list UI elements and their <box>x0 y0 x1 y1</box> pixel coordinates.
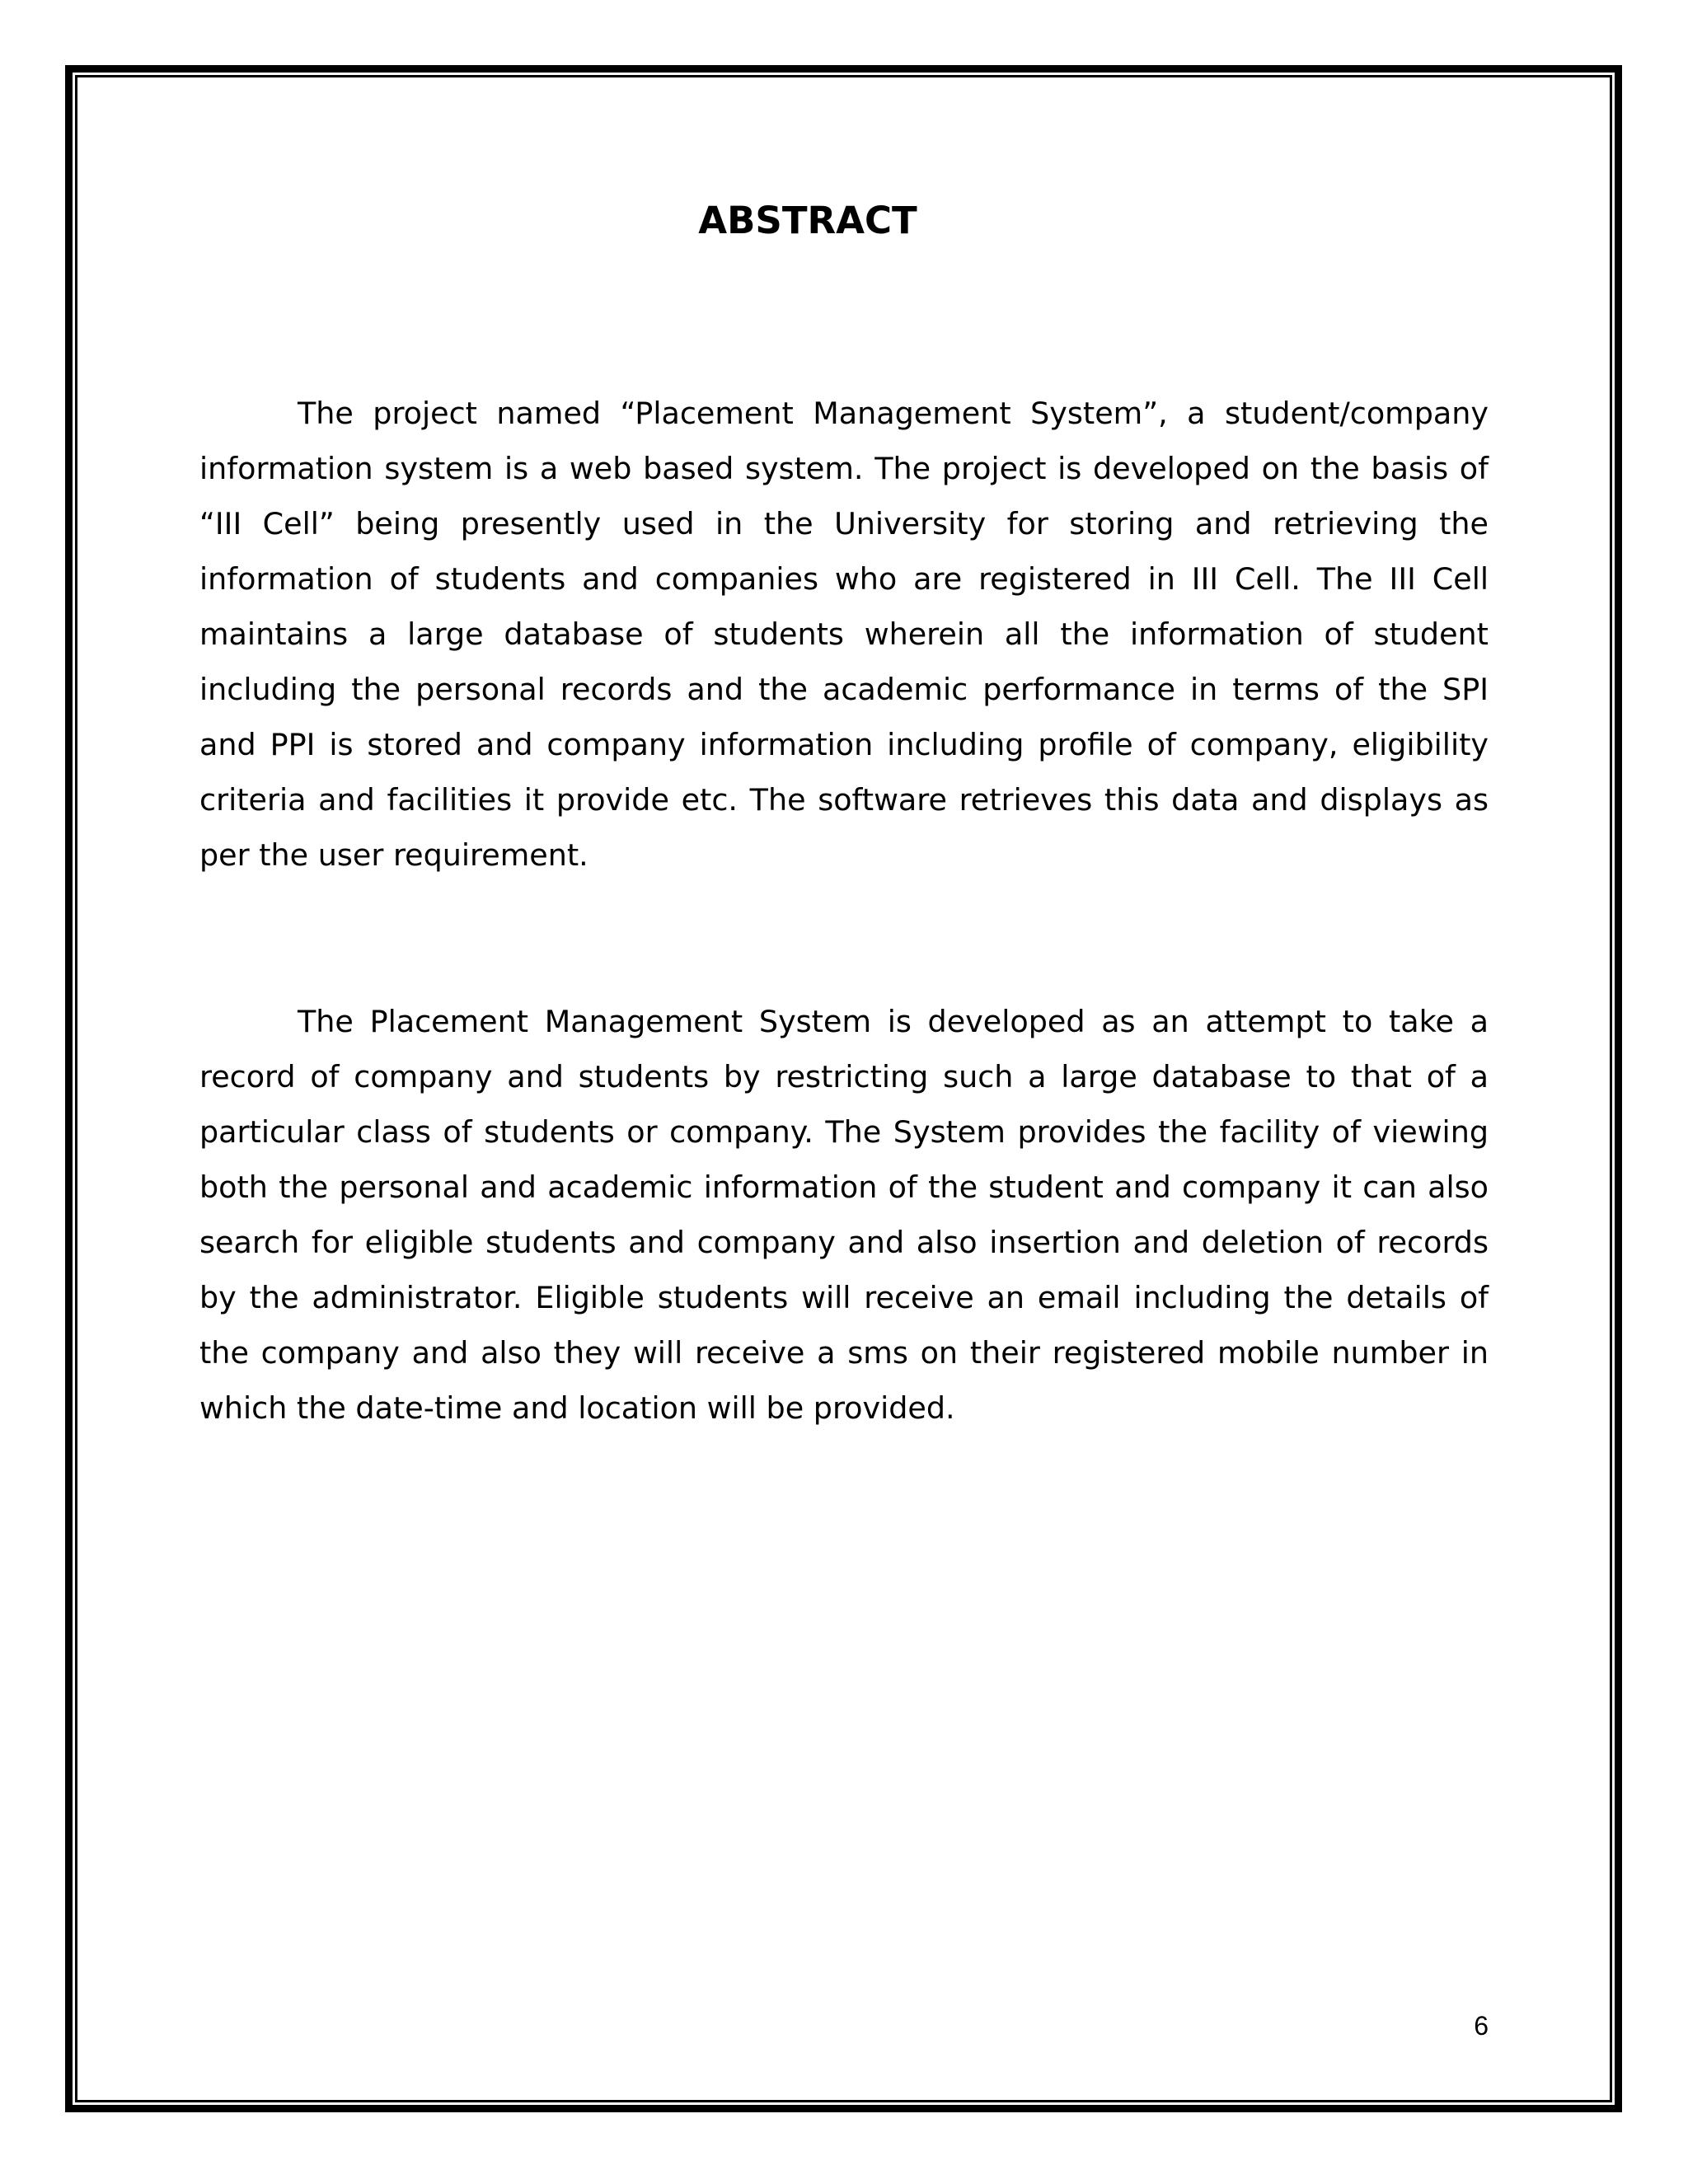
page-number: 6 <box>1474 2011 1489 2041</box>
abstract-paragraph-2: The Placement Management System is developed as an attempt to take a record of company and students by restricting such a large database to that of a particular class of students or company. The System provides the facility of viewing both the personal and academic information of the student and company it can also search for eligible students and company and also insertion and deletion of records by the administrator. Eligible students will receive an email including the details of the company and also they will receive a sms on their registered mobile number in which the date-time and location will be provided. <box>199 1004 1489 1426</box>
abstract-paragraph-1: The project named “Placement Management System”, a student/company information system is a web based system. The project is developed on the basis of “III Cell” being presently used in the University for storing and retrieving the information of students and companies who are registered in III Cell. The III Cell maintains a large database of students wherein all the information of student including the personal records and the academic performance in terms of the SPI and PPI is stored and company information including profile of company, eligibility criteria and facilities it provide etc. The software retrieves this data and displays as per the user requirement. <box>199 396 1489 873</box>
page-title: ABSTRACT <box>698 199 917 242</box>
